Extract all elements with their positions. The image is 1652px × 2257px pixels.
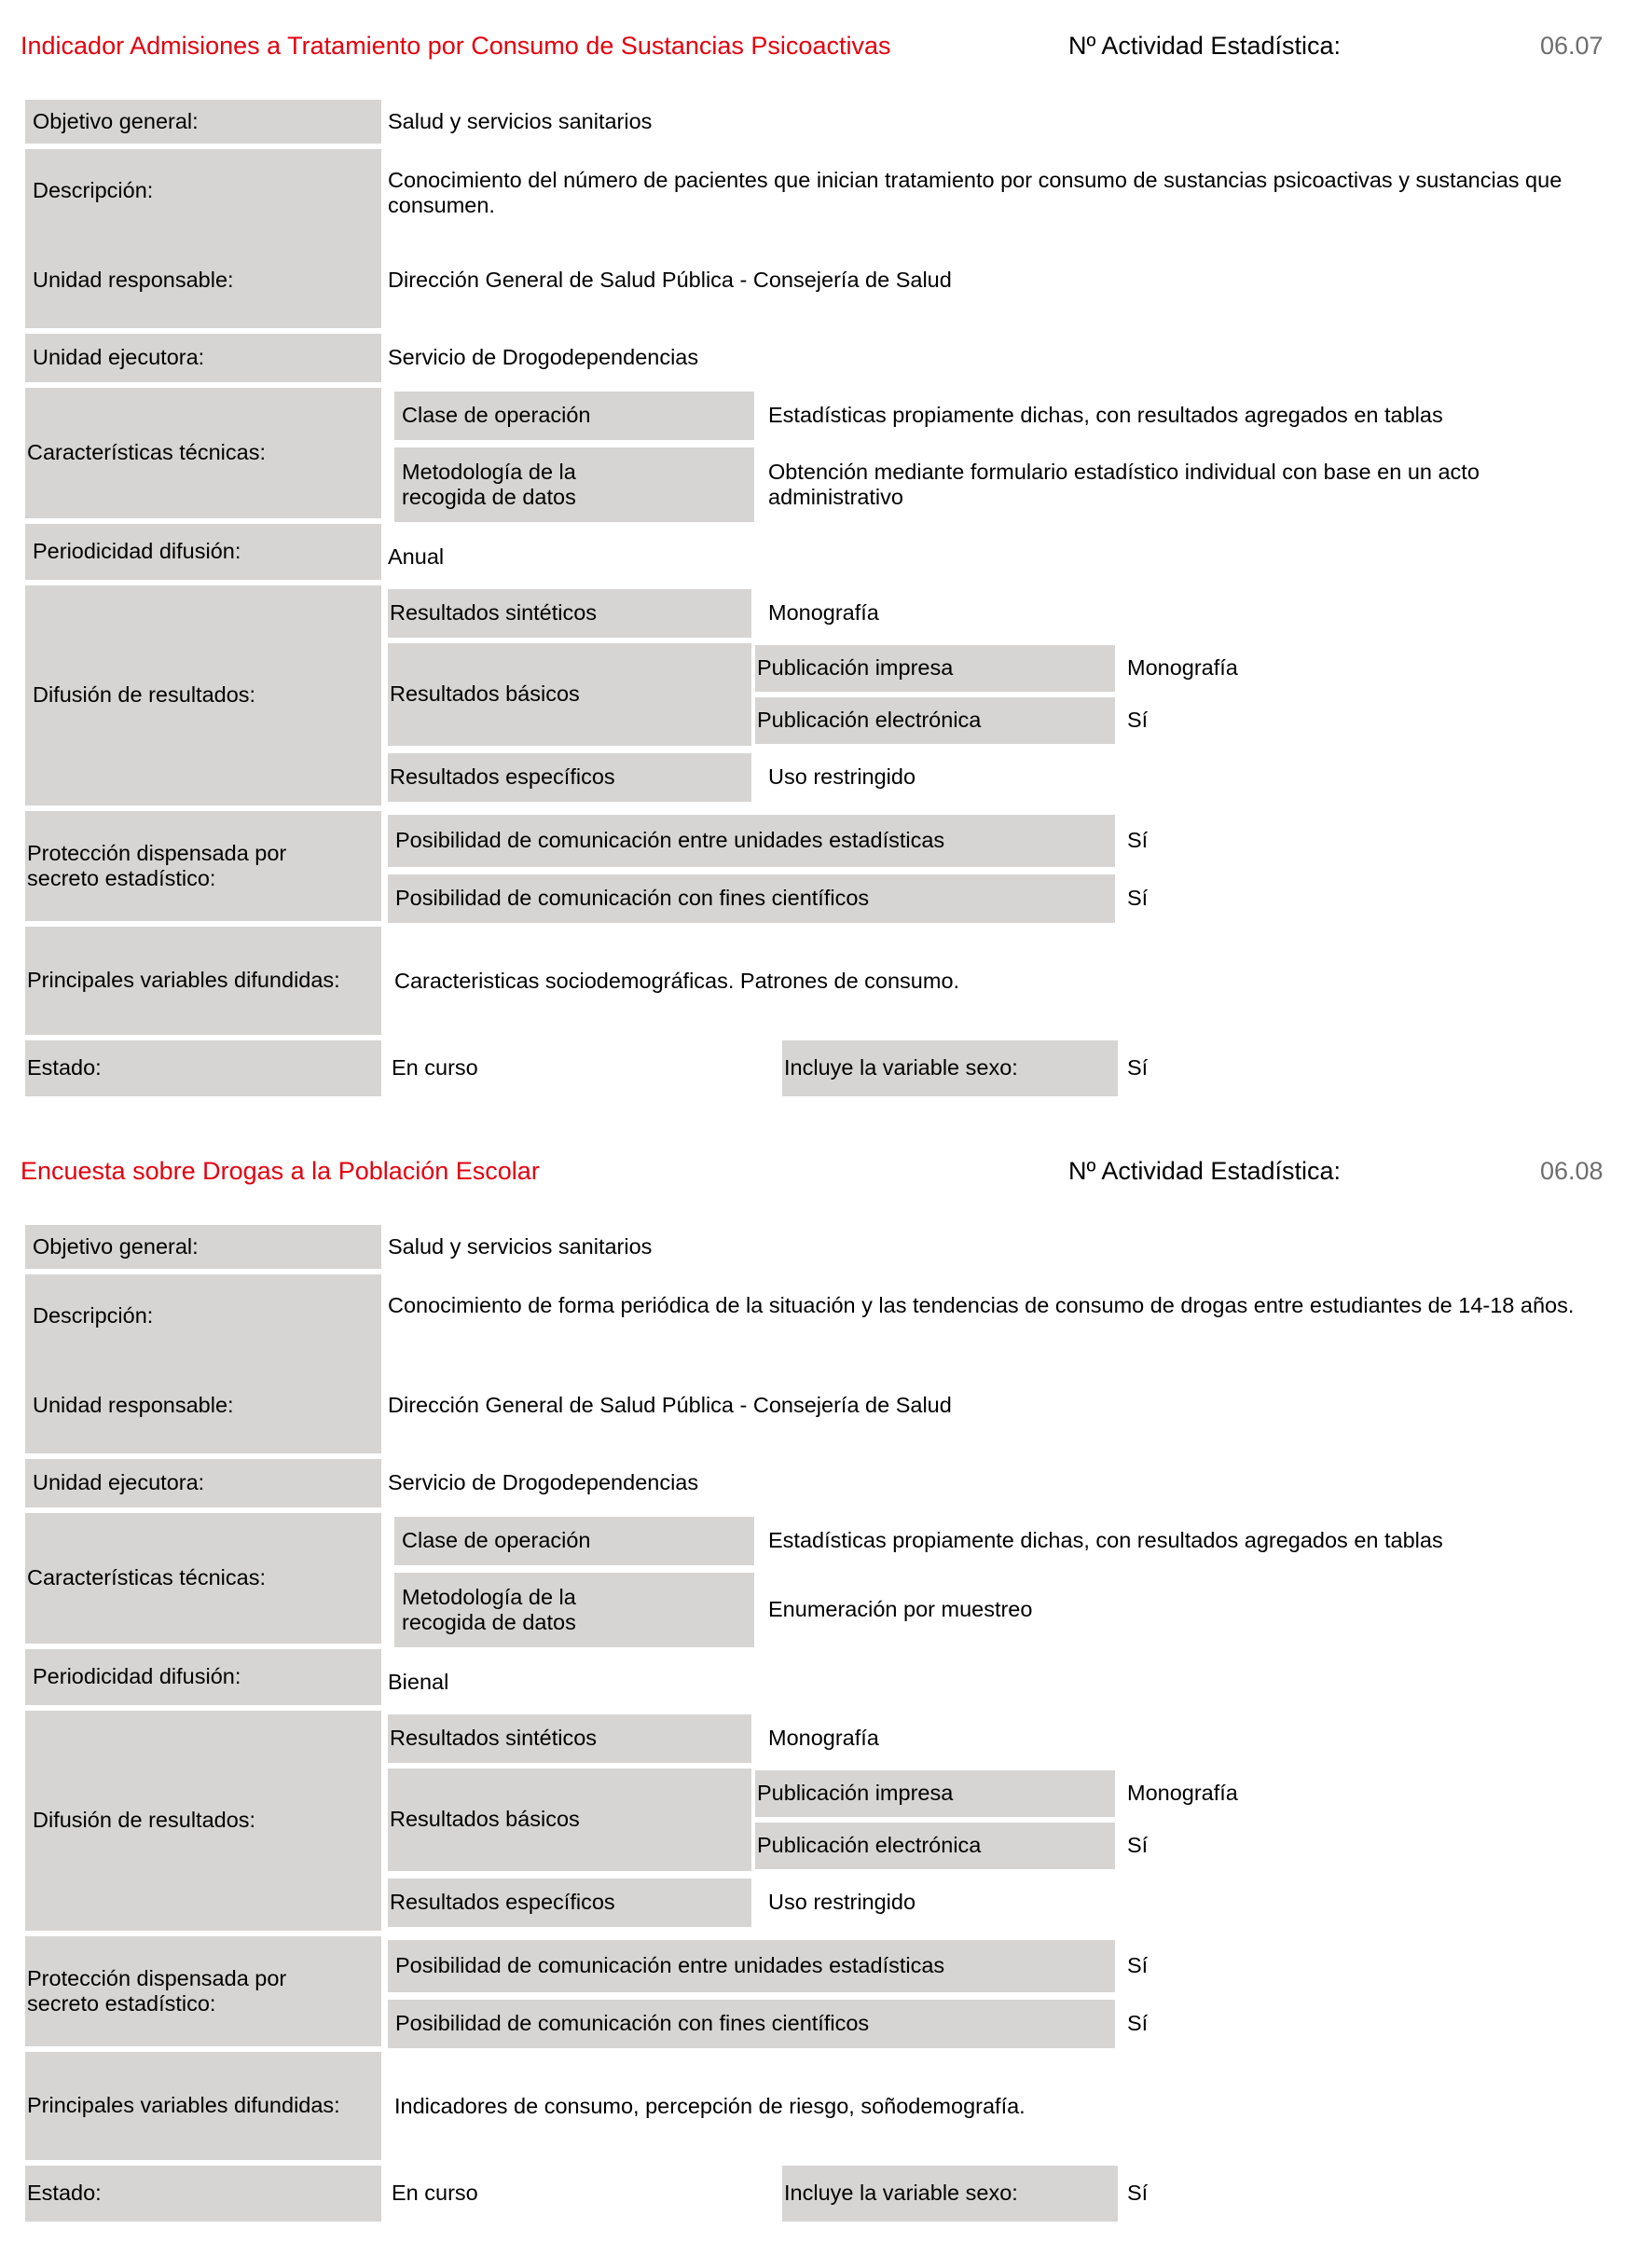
unidad-responsable-label: Unidad responsable: xyxy=(33,268,234,293)
unidad-responsable-value: Dirección General de Salud Pública - Consejería de Salud xyxy=(388,268,952,293)
especificos-label: Resultados específicos xyxy=(388,753,751,802)
variables-label: Principales variables difundidas: xyxy=(25,927,381,1035)
metodologia-value: Enumeración por muestreo xyxy=(768,1597,1033,1622)
difusion-label: Difusión de resultados: xyxy=(25,1711,381,1931)
especificos-label: Resultados específicos xyxy=(388,1879,751,1927)
clase-operacion-label: Clase de operación xyxy=(394,392,754,440)
estado-label: Estado: xyxy=(25,1040,381,1096)
com-unidades-value: Sí xyxy=(1127,828,1149,853)
variables-label: Principales variables difundidas: xyxy=(25,2052,381,2160)
impresa-value: Monografía xyxy=(1127,655,1238,681)
difusion-label: Difusión de resultados: xyxy=(25,585,381,805)
clase-operacion-value: Estadísticas propiamente dichas, con resultados agregados en tablas xyxy=(768,1528,1443,1553)
com-cientificos-label: Posibilidad de comunicación con fines científicos xyxy=(388,2000,1115,2048)
caracteristicas-label: Características técnicas: xyxy=(25,388,381,518)
activity-number-label: Nº Actividad Estadística: xyxy=(1068,1157,1341,1185)
variables-value: Indicadores de consumo, percepción de riesgo, soñodemografía. xyxy=(394,2094,1026,2119)
impresa-label: Publicación impresa xyxy=(755,1770,1115,1817)
unidad-responsable-label: Unidad responsable: xyxy=(33,1393,234,1418)
com-cientificos-value: Sí xyxy=(1127,2011,1149,2036)
impresa-value: Monografía xyxy=(1127,1781,1238,1806)
estado-value: En curso xyxy=(392,2181,478,2206)
com-cientificos-label: Posibilidad de comunicación con fines científicos xyxy=(388,874,1115,923)
basicos-label: Resultados básicos xyxy=(388,1768,751,1871)
electronica-label: Publicación electrónica xyxy=(755,697,1115,744)
caracteristicas-label: Características técnicas: xyxy=(25,1513,381,1644)
activity-number: 06.08 xyxy=(1540,1157,1604,1185)
descripcion-value: Conocimiento de forma periódica de la situación y las tendencias de consumo de drogas entre estudiantes de 14-18 años. xyxy=(388,1293,1575,1317)
unidad-ejecutora-label: Unidad ejecutora: xyxy=(25,334,381,382)
com-unidades-label: Posibilidad de comunicación entre unidades estadísticas xyxy=(388,815,1115,867)
com-unidades-value: Sí xyxy=(1127,1953,1149,1978)
sexo-label: Incluye la variable sexo: xyxy=(782,1040,1118,1096)
objetivo-label: Objetivo general: xyxy=(25,100,381,144)
periodicidad-label: Periodicidad difusión: xyxy=(25,524,381,580)
metodologia-label: Metodología de la recogida de datos xyxy=(394,447,754,522)
unidad-ejecutora-value: Servicio de Drogodependencias xyxy=(388,1470,699,1495)
proteccion-label: Protección dispensada por secreto estadístico: xyxy=(25,811,381,921)
descripcion-label: Descripción: xyxy=(33,1303,154,1328)
metodologia-value: Obtención mediante formulario estadístico individual con base en un acto administrativo xyxy=(768,459,1480,509)
basicos-label: Resultados básicos xyxy=(388,643,751,746)
sexo-label: Incluye la variable sexo: xyxy=(782,2166,1118,2222)
especificos-value: Uso restringido xyxy=(768,1890,916,1915)
metodologia-label: Metodología de la recogida de datos xyxy=(394,1573,754,1647)
electronica-value: Sí xyxy=(1127,708,1149,733)
periodicidad-label: Periodicidad difusión: xyxy=(25,1649,381,1705)
activity-number-label: Nº Actividad Estadística: xyxy=(1068,32,1341,60)
com-cientificos-value: Sí xyxy=(1127,886,1149,911)
sexo-value: Sí xyxy=(1127,2181,1149,2206)
statistical-activity-sheet xyxy=(0,0,1652,1128)
descripcion-label: Descripción: xyxy=(33,178,154,203)
objetivo-value: Salud y servicios sanitarios xyxy=(388,108,653,133)
statistical-activity-sheet xyxy=(0,1125,1652,2253)
descripcion-value: Conocimiento del número de pacientes que inician tratamiento por consumo de sustancias psicoactivas y sustancias que consumen. xyxy=(388,168,1563,218)
clase-operacion-label: Clase de operación xyxy=(394,1517,754,1565)
proteccion-label: Protección dispensada por secreto estadístico: xyxy=(25,1936,381,2046)
com-unidades-label: Posibilidad de comunicación entre unidades estadísticas xyxy=(388,1940,1115,1992)
especificos-value: Uso restringido xyxy=(768,764,916,790)
objetivo-label: Objetivo general: xyxy=(25,1225,381,1269)
sinteticos-value: Monografía xyxy=(768,600,879,626)
unidad-ejecutora-value: Servicio de Drogodependencias xyxy=(388,345,699,370)
impresa-label: Publicación impresa xyxy=(755,645,1115,692)
clase-operacion-value: Estadísticas propiamente dichas, con resultados agregados en tablas xyxy=(768,403,1443,428)
estado-label: Estado: xyxy=(25,2166,381,2222)
unidad-responsable-value: Dirección General de Salud Pública - Consejería de Salud xyxy=(388,1393,952,1418)
sinteticos-label: Resultados sintéticos xyxy=(388,589,751,638)
sexo-value: Sí xyxy=(1127,1055,1149,1080)
objetivo-value: Salud y servicios sanitarios xyxy=(388,1233,653,1259)
variables-value: Caracteristicas sociodemográficas. Patrones de consumo. xyxy=(394,969,960,994)
sinteticos-value: Monografía xyxy=(768,1726,879,1751)
sinteticos-label: Resultados sintéticos xyxy=(388,1714,751,1763)
activity-title: Encuesta sobre Drogas a la Población Escolar xyxy=(21,1157,540,1185)
electronica-value: Sí xyxy=(1127,1833,1149,1858)
estado-value: En curso xyxy=(392,1055,478,1080)
periodicidad-value: Bienal xyxy=(388,1670,449,1695)
periodicidad-value: Anual xyxy=(388,544,445,570)
unidad-ejecutora-label: Unidad ejecutora: xyxy=(25,1459,381,1507)
electronica-label: Publicación electrónica xyxy=(755,1823,1115,1869)
activity-number: 06.07 xyxy=(1540,32,1604,60)
activity-title: Indicador Admisiones a Tratamiento por Consumo de Sustancias Psicoactivas xyxy=(21,32,891,60)
